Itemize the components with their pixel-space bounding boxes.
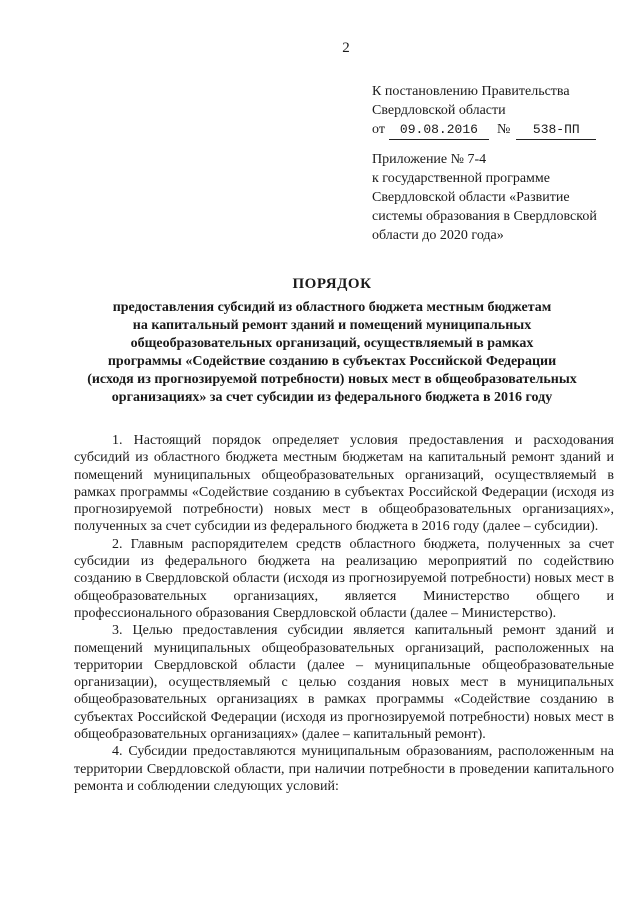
resolution-number: 538-ПП — [516, 120, 596, 140]
document-body — [74, 432, 614, 795]
paragraph-2: 2. Главным распорядителем средств областного бюджета, полученных за счет субсидии из федерального бюджета на реализацию мероприятий по содействию созданию в Свердловской области (исходя из прогнозируемой потребности) новых мест в общеобразовательных организациях, является Министерство общего и профессионального образования Свердловской области (далее – Министерство). — [74, 536, 614, 621]
appendix-line-5: области до 2020 года» — [372, 228, 504, 243]
appendix-line-1: Приложение № 7-4 — [372, 152, 487, 167]
resolution-line-2: Свердловской области — [372, 103, 506, 118]
paragraph-1: 1. Настоящий порядок определяет условия предоставления и расходования субсидий из областного бюджета местным бюджетам на капитальный ремонт зданий и помещений муниципальных общеобразовательных организаций, осуществляемый в рамках программы «Содействие созданию в субъектах Российской Федерации (исходя из прогнозируемой потребности) новых мест в общеобразовательных организациях», полученных за счет субсидии из федерального бюджета в 2016 году (далее – субсидии). — [74, 433, 614, 535]
title-line-3: общеобразовательных организаций, осуществляемый в рамках — [130, 336, 534, 351]
page-number: 2 — [342, 40, 350, 56]
title-line-1: предоставления субсидий из областного бюджета местным бюджетам — [112, 300, 552, 315]
title-main: ПОРЯДОК — [292, 276, 372, 292]
document-title — [68, 275, 596, 407]
appendix-line-2: к государственной программе — [372, 171, 550, 186]
resolution-date: 09.08.2016 — [389, 120, 489, 140]
title-line-6: организациях» за счет субсидии из федерального бюджета в 2016 году — [111, 390, 553, 405]
paragraph-3: 3. Целью предоставления субсидии является капитальный ремонт зданий и помещений муниципальных общеобразовательных организаций, расположенных на территории Свердловской области (далее – муниципальные общеобразовательные организации), осуществляемый с целью создания новых мест в муниципальных общеобразовательных организациях в рамках программы «Содействие созданию в субъектах Российской Федерации (исходя из прогнозируемой потребности) новых мест в общеобразовательных организациях» (далее – капитальный ремонт). — [74, 623, 614, 743]
title-line-5: (исходя из прогнозируемой потребности) новых мест в общеобразовательных — [87, 372, 577, 387]
title-line-4: программы «Содействие созданию в субъектах Российской Федерации — [107, 354, 557, 369]
title-line-2: на капитальный ремонт зданий и помещений муниципальных — [132, 318, 532, 333]
number-label: № — [496, 122, 511, 137]
resolution-date-line — [372, 120, 622, 140]
appendix-line-4: системы образования в Свердловской — [372, 209, 597, 224]
appendix-reference — [372, 150, 634, 245]
resolution-reference — [372, 82, 622, 140]
appendix-line-3: Свердловской области «Развитие — [372, 190, 570, 205]
resolution-line-1: К постановлению Правительства — [372, 84, 570, 99]
from-label: от — [372, 122, 385, 137]
paragraph-4: 4. Субсидии предоставляются муниципальным образованиям, расположенным на территории Свердловской области, при наличии потребности в проведении капитального ремонта и соблюдении следующих условий: — [74, 744, 614, 794]
